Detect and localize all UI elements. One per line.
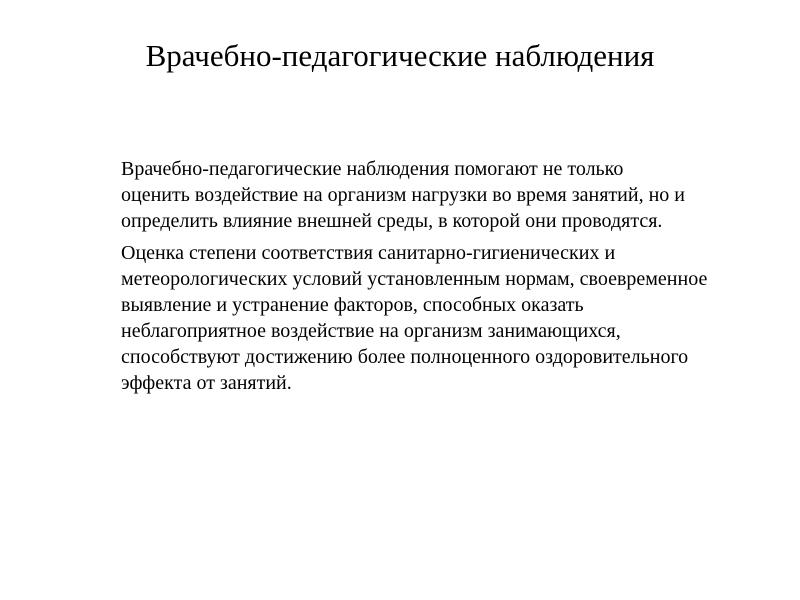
- paragraph-assessment: [73, 240, 743, 396]
- paragraph-line: определить влияние внешней среды, в которой они проводятся.: [121, 210, 663, 232]
- paragraph-line: Оценка степени соответствия санитарно-гигиенических и: [121, 242, 616, 264]
- slide-title: Врачебно-педагогические наблюдения: [145, 38, 655, 73]
- paragraph-line: метеорологических условий установленным нормам, своевременное: [121, 268, 708, 290]
- paragraph-line: способствуют достижению более полноценного оздоровительного: [121, 346, 689, 368]
- slide-body: [73, 156, 743, 402]
- paragraph-line: Врачебно-педагогические наблюдения помогают не только: [121, 158, 624, 180]
- paragraph-observations: [73, 156, 743, 234]
- paragraph-line: неблагоприятное воздействие на организм занимающихся,: [121, 320, 621, 342]
- paragraph-line: выявление и устранение факторов, способных оказать: [121, 294, 584, 316]
- paragraph-line: эффекта от занятий.: [121, 372, 292, 394]
- paragraph-line: оценить воздействие на организм нагрузки во время занятий, но и: [121, 184, 685, 206]
